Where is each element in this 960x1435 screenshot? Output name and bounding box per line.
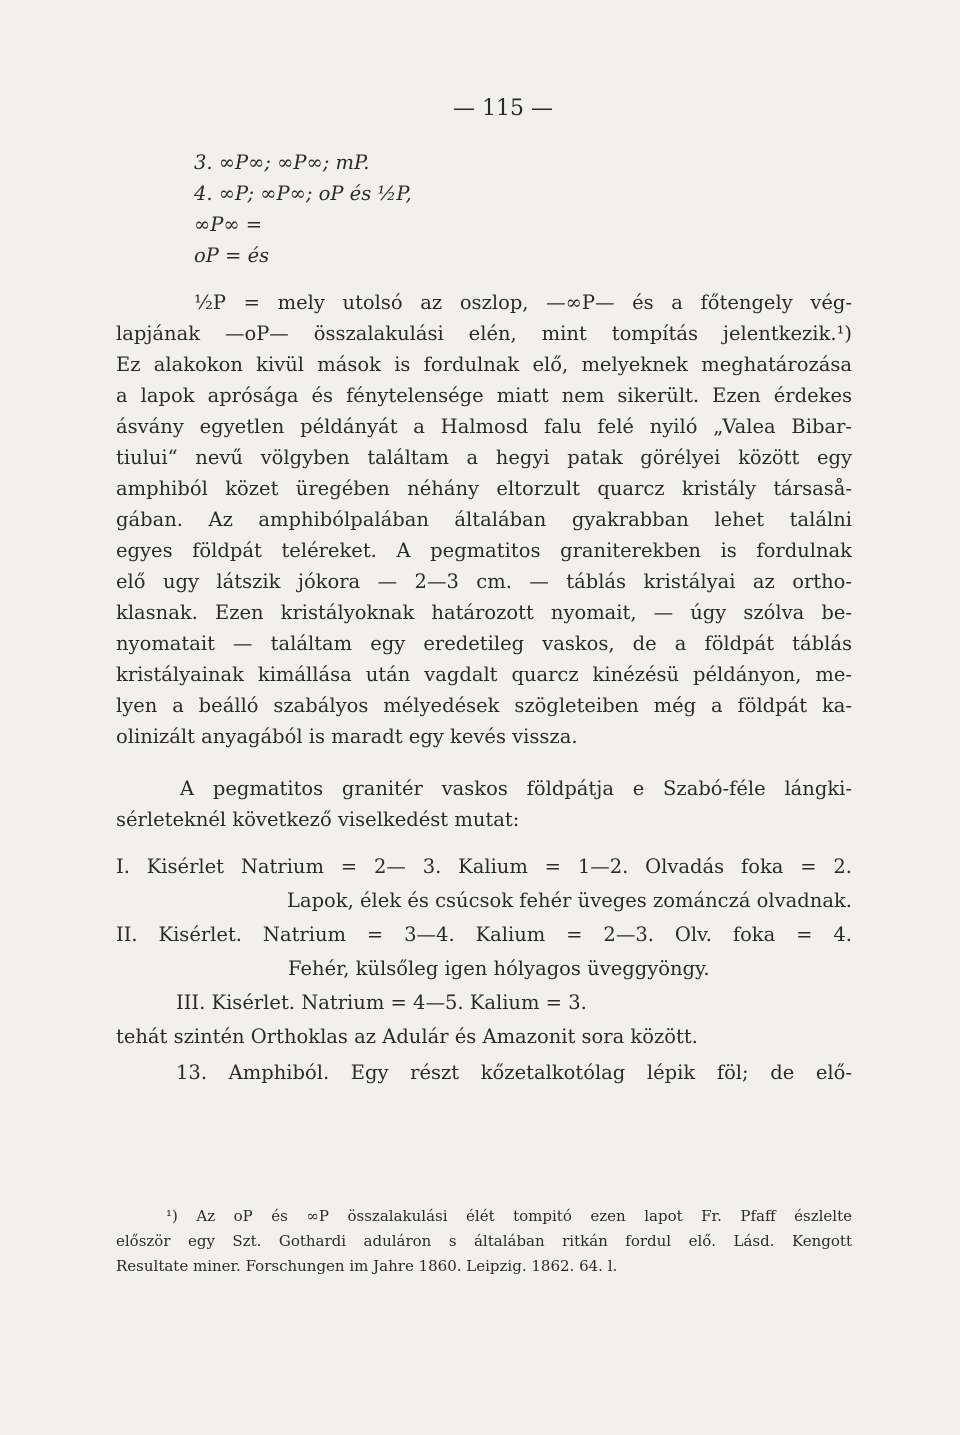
experiment-list <box>116 851 852 1055</box>
formula-line: oP = és <box>194 244 270 267</box>
text-line: sérleteknél következő viselkedést mutat: <box>116 808 520 831</box>
page-number: — 115 — <box>453 96 553 121</box>
main-paragraph <box>116 287 852 752</box>
experiment-line: II. Kisérlet. Natrium = 3—4. Kalium = 2—3. Olv. foka = 4. <box>116 923 852 946</box>
text-line: olinizált anyagából is maradt egy kevés vissza. <box>116 725 578 748</box>
footnote-line: először egy Szt. Gothardi aduláron s általában ritkán fordul elő. Lásd. Kengott <box>116 1232 852 1250</box>
text-line: a lapok aprósága és fénytelensége miatt nem sikerült. Ezen érdekes <box>116 384 852 407</box>
text-line: klasnak. Ezen kristályoknak határozott nyomait, — úgy szólva be- <box>116 601 852 624</box>
text-line: elő ugy látszik jókora — 2—3 cm. — táblás kristályai az ortho- <box>116 570 852 593</box>
text-line: tiului“ nevű völgyben találtam a hegyi patak görélyei között egy <box>116 446 852 469</box>
formula-line: 4. ∞P; ∞P∞; oP és ½P, <box>194 182 412 205</box>
section-heading-line: 13. Amphiból. Egy részt kőzetalkotólag lépik föl; de elő- <box>176 1061 852 1084</box>
experiment-line: Lapok, élek és csúcsok fehér üveges zománczá olvadnak. <box>287 889 852 912</box>
experiment-line: tehát szintén Orthoklas az Adulár és Amazonit sora között. <box>116 1025 698 1048</box>
text-line: amphiból közet üregében néhány eltorzult quarcz kristály társaså- <box>116 477 852 500</box>
text-line: egyes földpát teléreket. A pegmatitos graniterekben is fordulnak <box>116 539 852 562</box>
formula-list <box>116 147 852 271</box>
text-line: gában. Az amphibólpalában általában gyakrabban lehet találni <box>116 508 852 531</box>
experiment-line: III. Kisérlet. Natrium = 4—5. Kalium = 3. <box>176 991 587 1014</box>
footnote <box>116 1204 852 1279</box>
text-line: lapjának —oP— összalakulási elén, mint tompítás jelentkezik.¹) <box>116 322 852 345</box>
text-line: Ez alakokon kivül mások is fordulnak elő, melyeknek meghatározása <box>116 353 852 376</box>
text-line: ½P = mely utolsó az oszlop, —∞P— és a főtengely vég- <box>194 291 852 314</box>
formula-line: 3. ∞P∞; ∞P∞; mP. <box>194 151 370 174</box>
text-line: lyen a beálló szabályos mélyedések szögleteiben még a földpát ka- <box>116 694 852 717</box>
text-line: ásvány egyetlen példányát a Halmosd falu felé nyiló „Valea Bibar- <box>116 415 852 438</box>
section-13 <box>116 1057 852 1088</box>
experiment-line: Fehér, külsőleg igen hólyagos üveggyöngy. <box>288 957 710 980</box>
experiment-line: I. Kisérlet Natrium = 2— 3. Kalium = 1—2. Olvadás foka = 2. <box>116 855 852 878</box>
text-line: kristályainak kimállása után vagdalt quarcz kinézésü példányon, me- <box>116 663 852 686</box>
text-line: A pegmatitos granitér vaskos földpátja e Szabó-féle lángki- <box>180 777 852 800</box>
paragraph-two <box>116 773 852 835</box>
formula-line: ∞P∞ = <box>194 213 263 236</box>
footnote-line: Resultate miner. Forschungen im Jahre 1860. Leipzig. 1862. 64. l. <box>116 1257 618 1275</box>
text-line: nyomatait — találtam egy eredetileg vaskos, de a földpát táblás <box>116 632 852 655</box>
footnote-line: ¹) Az oP és ∞P összalakulási élét tompitó ezen lapot Fr. Pfaff észlelte <box>166 1207 852 1225</box>
